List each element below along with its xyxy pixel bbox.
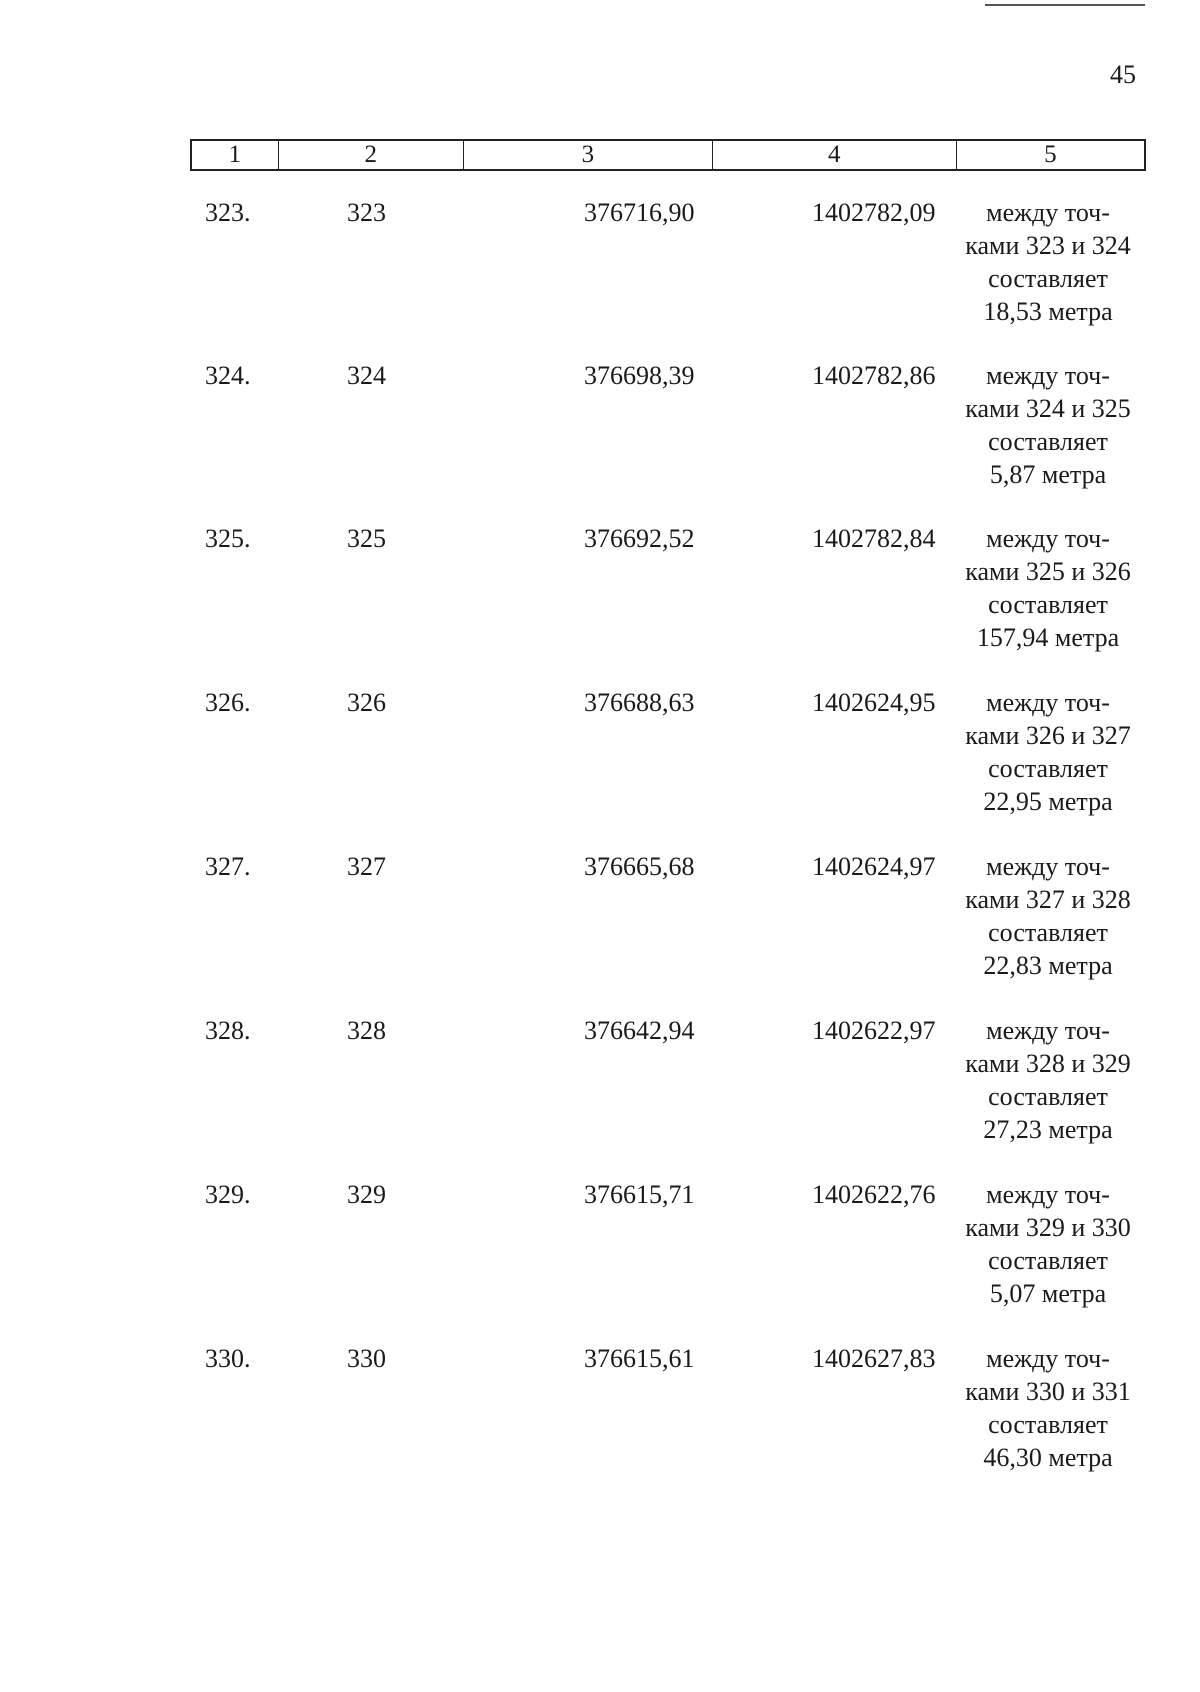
table-row xyxy=(0,359,1200,499)
distance-description: между точ- ками 324 и 325 составляет 5,87 метра xyxy=(965,361,1131,489)
table-header-row xyxy=(190,139,1146,171)
row-number: 330. xyxy=(205,1344,251,1373)
point-id: 325 xyxy=(347,524,386,553)
header-cell-3: 3 xyxy=(464,141,713,169)
row-number: 327. xyxy=(205,852,251,881)
distance-description: между точ- ками 325 и 326 составляет 157,94 метра xyxy=(965,524,1131,652)
header-cell-2: 2 xyxy=(279,141,464,169)
table-row xyxy=(0,1014,1200,1154)
point-id: 324 xyxy=(347,361,386,390)
table-row xyxy=(0,1342,1200,1482)
header-cell-4: 4 xyxy=(713,141,957,169)
row-number: 328. xyxy=(205,1016,251,1045)
row-number: 323. xyxy=(205,198,251,227)
coordinate-x: 376665,68 xyxy=(584,852,695,881)
point-id: 323 xyxy=(347,198,386,227)
table-row xyxy=(0,1178,1200,1318)
point-id: 327 xyxy=(347,852,386,881)
distance-description: между точ- ками 329 и 330 составляет 5,07 метра xyxy=(965,1180,1131,1308)
table-row xyxy=(0,522,1200,662)
top-rule xyxy=(985,4,1145,6)
row-number: 325. xyxy=(205,524,251,553)
coordinate-y: 1402622,76 xyxy=(812,1180,936,1209)
coordinate-x: 376698,39 xyxy=(584,361,695,390)
coordinate-x: 376615,71 xyxy=(584,1180,695,1209)
coordinate-y: 1402624,95 xyxy=(812,688,936,717)
coordinate-y: 1402627,83 xyxy=(812,1344,936,1373)
coordinate-y: 1402624,97 xyxy=(812,852,936,881)
distance-description: между точ- ками 327 и 328 составляет 22,83 метра xyxy=(965,852,1131,980)
point-id: 330 xyxy=(347,1344,386,1373)
coordinate-y: 1402782,09 xyxy=(812,198,936,227)
point-id: 329 xyxy=(347,1180,386,1209)
point-id: 328 xyxy=(347,1016,386,1045)
page-number: 45 xyxy=(1110,60,1136,89)
header-cell-5: 5 xyxy=(1044,141,1057,168)
table-row xyxy=(0,196,1200,336)
row-number: 329. xyxy=(205,1180,251,1209)
point-id: 326 xyxy=(347,688,386,717)
header-cell-1: 1 xyxy=(192,141,279,169)
coordinate-x: 376716,90 xyxy=(584,198,695,227)
row-number: 324. xyxy=(205,361,251,390)
distance-description: между точ- ками 328 и 329 составляет 27,23 метра xyxy=(965,1016,1131,1144)
distance-description: между точ- ками 330 и 331 составляет 46,30 метра xyxy=(965,1344,1131,1472)
table-row xyxy=(0,850,1200,990)
distance-description: между точ- ками 326 и 327 составляет 22,95 метра xyxy=(965,688,1131,816)
row-number: 326. xyxy=(205,688,251,717)
coordinate-y: 1402782,84 xyxy=(812,524,936,553)
coordinate-x: 376692,52 xyxy=(584,524,695,553)
table-row xyxy=(0,686,1200,826)
coordinate-x: 376642,94 xyxy=(584,1016,695,1045)
distance-description: между точ- ками 323 и 324 составляет 18,53 метра xyxy=(965,198,1131,326)
coordinate-y: 1402782,86 xyxy=(812,361,936,390)
coordinate-y: 1402622,97 xyxy=(812,1016,936,1045)
coordinate-x: 376688,63 xyxy=(584,688,695,717)
coordinate-x: 376615,61 xyxy=(584,1344,695,1373)
